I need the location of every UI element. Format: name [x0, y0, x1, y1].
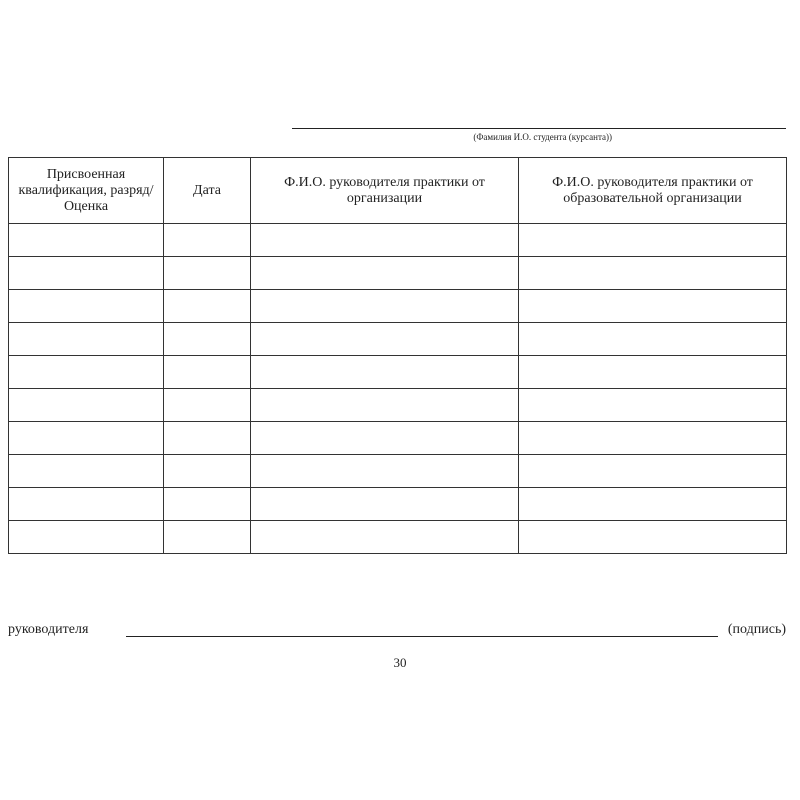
- date-cell[interactable]: [164, 521, 251, 554]
- date-cell[interactable]: [164, 323, 251, 356]
- table-row: [9, 422, 787, 455]
- table-header-row: [9, 158, 787, 224]
- column-header-date: Дата: [164, 158, 251, 224]
- edu-supervisor-cell[interactable]: [519, 389, 787, 422]
- edu-supervisor-cell[interactable]: [519, 356, 787, 389]
- date-cell[interactable]: [164, 389, 251, 422]
- edu-supervisor-cell[interactable]: [519, 290, 787, 323]
- signature-row: [8, 622, 786, 640]
- org-supervisor-cell[interactable]: [251, 455, 519, 488]
- edu-supervisor-cell[interactable]: [519, 521, 787, 554]
- org-supervisor-cell[interactable]: [251, 257, 519, 290]
- signature-note: (подпись): [727, 622, 786, 637]
- qualification-cell[interactable]: [9, 356, 164, 389]
- org-supervisor-cell[interactable]: [251, 323, 519, 356]
- date-cell[interactable]: [164, 455, 251, 488]
- qualification-cell[interactable]: [9, 224, 164, 257]
- qualification-cell[interactable]: [9, 257, 164, 290]
- org-supervisor-cell[interactable]: [251, 488, 519, 521]
- edu-supervisor-cell[interactable]: [519, 257, 787, 290]
- signature-line[interactable]: [126, 636, 718, 637]
- qualification-cell[interactable]: [9, 422, 164, 455]
- edu-supervisor-cell[interactable]: [519, 422, 787, 455]
- table-body: [9, 224, 787, 554]
- qualification-cell[interactable]: [9, 488, 164, 521]
- edu-supervisor-cell[interactable]: [519, 455, 787, 488]
- student-name-caption: (Фамилия И.О. студента (курсанта)): [473, 132, 612, 142]
- student-name-line: [292, 128, 786, 129]
- org-supervisor-cell[interactable]: [251, 521, 519, 554]
- org-supervisor-cell[interactable]: [251, 356, 519, 389]
- table-row: [9, 290, 787, 323]
- column-header-edu-supervisor: Ф.И.О. руководителя практики от образовательной организации: [519, 158, 787, 224]
- qualification-cell[interactable]: [9, 455, 164, 488]
- table-row: [9, 488, 787, 521]
- date-cell[interactable]: [164, 290, 251, 323]
- signature-label: руководителя: [8, 622, 89, 637]
- table-row: [9, 224, 787, 257]
- practice-table: [8, 157, 787, 554]
- edu-supervisor-cell[interactable]: [519, 224, 787, 257]
- edu-supervisor-cell[interactable]: [519, 323, 787, 356]
- table-row: [9, 257, 787, 290]
- date-cell[interactable]: [164, 422, 251, 455]
- page-number: 30: [393, 655, 407, 670]
- org-supervisor-cell[interactable]: [251, 290, 519, 323]
- date-cell[interactable]: [164, 224, 251, 257]
- table-row: [9, 323, 787, 356]
- org-supervisor-cell[interactable]: [251, 422, 519, 455]
- table-row: [9, 389, 787, 422]
- qualification-cell[interactable]: [9, 521, 164, 554]
- date-cell[interactable]: [164, 488, 251, 521]
- qualification-cell[interactable]: [9, 290, 164, 323]
- table-row: [9, 356, 787, 389]
- date-cell[interactable]: [164, 356, 251, 389]
- column-header-org-supervisor: Ф.И.О. руководителя практики от организации: [251, 158, 519, 224]
- qualification-cell[interactable]: [9, 389, 164, 422]
- org-supervisor-cell[interactable]: [251, 389, 519, 422]
- qualification-cell[interactable]: [9, 323, 164, 356]
- edu-supervisor-cell[interactable]: [519, 488, 787, 521]
- org-supervisor-cell[interactable]: [251, 224, 519, 257]
- date-cell[interactable]: [164, 257, 251, 290]
- column-header-qualification: Присвоенная квалификация, разряд/Оценка: [9, 158, 164, 224]
- table-row: [9, 455, 787, 488]
- table-row: [9, 521, 787, 554]
